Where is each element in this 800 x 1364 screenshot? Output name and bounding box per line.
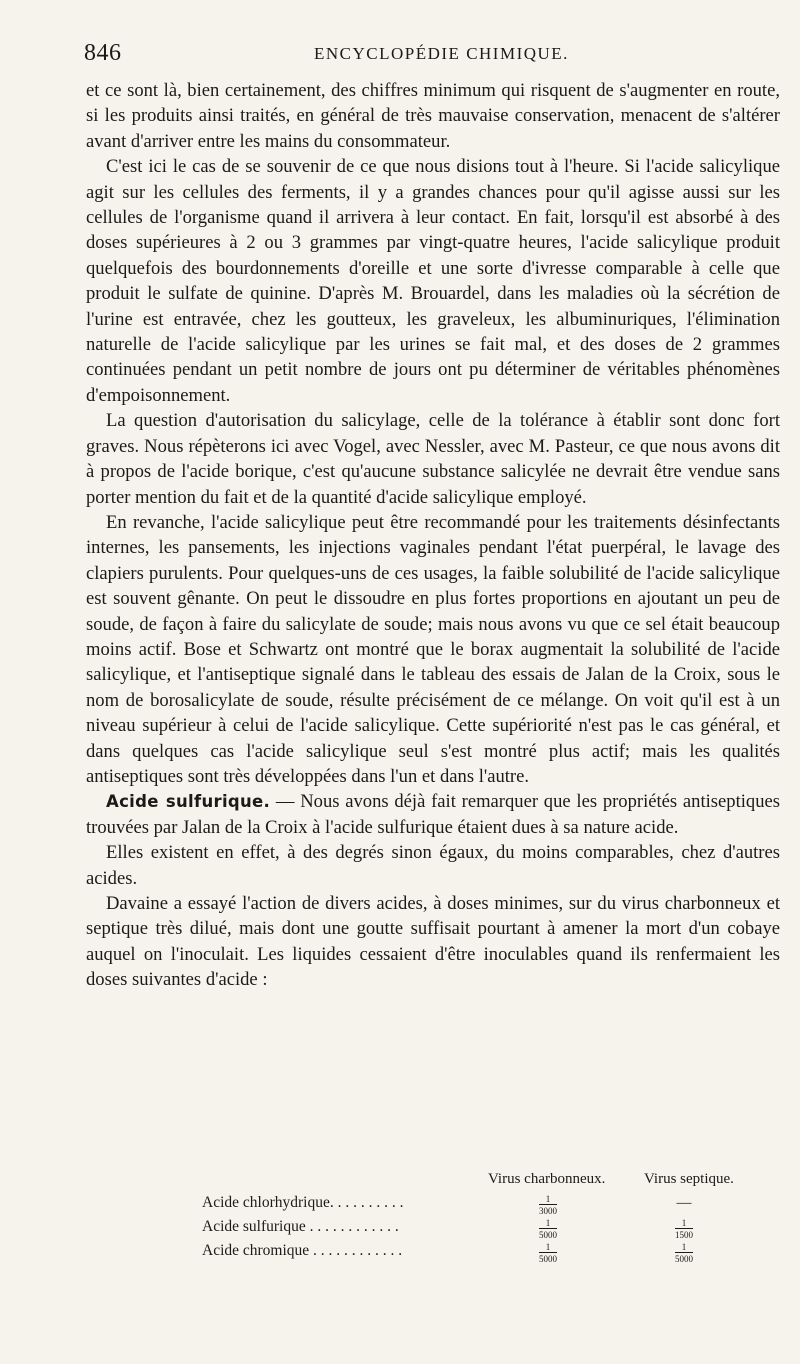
paragraph: C'est ici le cas de se souvenir de ce que nous disions tout à l'heure. Si l'acide salicylique agit sur les cellules des ferments, il y a grandes chances pour qu'il agisse aussi sur les cellules de l'organisme quand il arrivera à leur contact. En fait, lorsqu'il est absorbé à des doses supérieures à 2 ou 3 grammes par vingt-quatre heures, l'acide salicylique produit quelquefois des bourdonnements d'oreille et une sorte d'ivresse comparable à celle que produit le sulfate de quinine. D'après M. Brouardel, dans les maladies où la sécrétion de l'urine est entravée, chez les goutteux, les graveleux, les albuminuriques, l'élimination naturelle de l'acide salicylique par les urines se fait mal, et des doses de 2 grammes continuées pendant un petit nombre de jours ont pu déterminer de véritables phénomènes d'empoisonnement. bbox=[86, 156, 780, 406]
dose-septique: $\frac{1}{1500}$ bbox=[675, 1218, 693, 1240]
paragraph: et ce sont là, bien certainement, des chiffres minimum qui risquent de s'augmenter en route, si les produits ainsi traités, en général de très mauvaise conservation, menacent de s'altérer avant d'arriver entre les mains du consommateur. bbox=[86, 80, 780, 152]
column-header-charbonneux: Virus charbonneux. bbox=[488, 1171, 606, 1187]
dose-charbonneux: $\frac{1}{5000}$ bbox=[539, 1218, 557, 1240]
table-row bbox=[202, 1192, 780, 1214]
paragraph: La question d'autorisation du salicylage, celle de la tolérance à établir sont donc fort graves. Nous répèterons ici avec Vogel, avec Nessler, avec M. Pasteur, ce que nous avons dit à propos de l'acide borique, c'est qu'aucune substance salicylée ne devrait être vendue sans porter mention du fait et de la quantité d'acide salicylique employé. bbox=[86, 410, 780, 508]
dose-septique: $\frac{1}{5000}$ bbox=[675, 1242, 693, 1264]
dose-charbonneux: $\frac{1}{5000}$ bbox=[539, 1242, 557, 1264]
table-row bbox=[202, 1216, 780, 1238]
table-row bbox=[202, 1240, 780, 1262]
dose-charbonneux: $\frac{1}{3000}$ bbox=[539, 1194, 557, 1216]
page-number: 846 bbox=[84, 40, 122, 66]
running-title: ENCYCLOPÉDIE CHIMIQUE. bbox=[314, 44, 569, 63]
row-label: Acide chromique . . . . . . . . . . . . bbox=[202, 1242, 403, 1259]
paragraph: Elles existent en effet, à des degrés sinon égaux, du moins comparables, chez d'autres acides. bbox=[86, 842, 780, 889]
column-header-septique: Virus septique. bbox=[644, 1171, 734, 1187]
section-paragraph bbox=[86, 789, 780, 840]
row-label: Acide chlorhydrique. . . . . . . . . . bbox=[202, 1194, 404, 1211]
section-title: Acide sulfurique. bbox=[106, 792, 271, 812]
section-text: — Nous avons déjà fait remarquer que les propriétés antiseptiques trouvées par Jalan de la Croix à l'acide sulfurique étaient dues à sa nature acide. bbox=[86, 791, 780, 838]
row-label: Acide sulfurique . . . . . . . . . . . . bbox=[202, 1218, 399, 1235]
body-text bbox=[86, 78, 780, 993]
dose-septique: — bbox=[676, 1195, 692, 1211]
paragraph: Davaine a essayé l'action de divers acides, à doses minimes, sur du virus charbonneux et septique très dilué, mais dont une goutte suffisait pourtant à amener la mort d'un cobaye auquel on l'inoculait. Les liquides cessaient d'être inoculables quand ils renfermaient les doses suivantes d'acide : bbox=[86, 893, 780, 991]
paragraph: En revanche, l'acide salicylique peut être recommandé pour les traitements désinfectants internes, les pansements, les injections vaginales pendant l'état puerpéral, le lavage des clapiers purulents. Pour quelques-uns de ces usages, la faible solubilité de l'acide salicylique est souvent gênante. On peut le dissoudre en plus fortes proportions en ajoutant un peu de soude, de façon à faire du salicylate de soude; mais nous avons vu que ce sel était beaucoup moins actif. Bose et Schwartz ont montré que le borax augmentait la solubilité de l'acide salicylique, et l'antiseptique signalé dans le tableau des essais de Jalan de la Croix, sous le nom de borosalicylate de soude, résulte précisément de ce mélange. On voit qu'il est à un niveau supérieur à celui de l'acide salicylique. Cette supériorité n'est pas le cas général, et dans quelques cas l'acide salicylique seul s'est montré plus actif; mais les qualités antiseptiques sont très développées dans l'un et dans l'autre. bbox=[86, 511, 780, 787]
